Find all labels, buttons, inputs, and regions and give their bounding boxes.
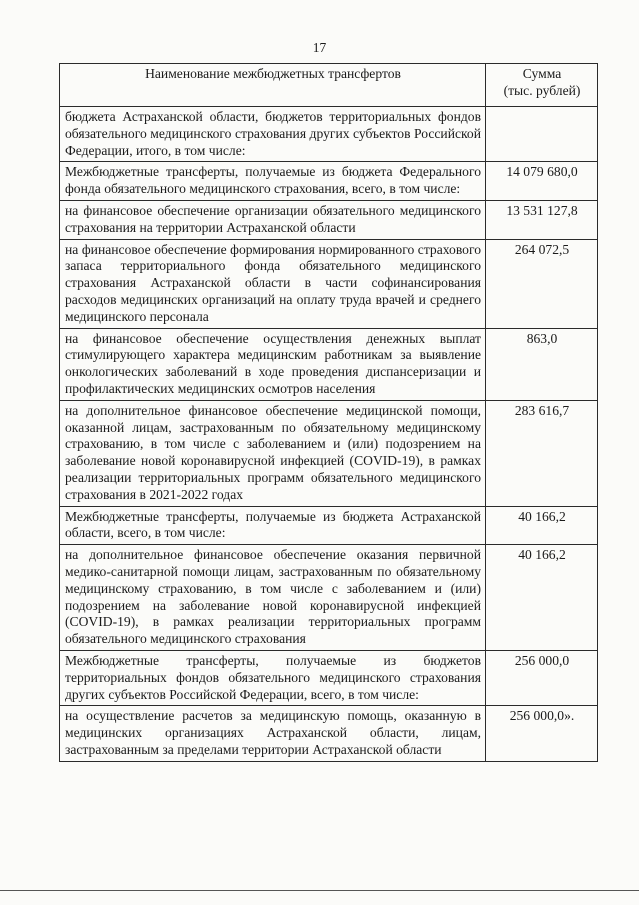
row-name: на дополнительное финансовое обеспечение оказания первичной медико-санитарной помощи лицам, застрахованным по обязательному медицинскому страхованию, в том числе с заболеванием и (или) подозрением на заболевание новой коронавирусной инфекцией (COVID-19), в рамках реализации территориальных программ обязательного медицинского страхования [60, 545, 486, 651]
row-amount: 256 000,0 [486, 650, 598, 705]
column-header-sum-unit: (тыс. рублей) [503, 82, 581, 98]
table-row [60, 400, 598, 506]
table-row [60, 545, 598, 651]
row-amount: 283 616,7 [486, 400, 598, 506]
row-name: на осуществление расчетов за медицинскую помощь, оказанную в медицинских организациях Астраханской области, лицам, застрахованным за пределами территории Астраханской области [60, 706, 486, 761]
row-name: Межбюджетные трансферты, получаемые из бюджета Астраханской области, всего, в том числе: [60, 506, 486, 545]
row-amount: 14 079 680,0 [486, 162, 598, 201]
row-name: на дополнительное финансовое обеспечение медицинской помощи, оказанной лицам, застрахованным по обязательному медицинскому страхованию, в том числе с заболеванием и (или) подозрением на заболевание новой коронавирусной инфекцией (COVID-19), в рамках реализации территориальных программ обязательного медицинского страхования в 2021-2022 годах [60, 400, 486, 506]
row-amount: 863,0 [486, 328, 598, 400]
table-row [60, 162, 598, 201]
row-amount: 40 166,2 [486, 506, 598, 545]
row-name: на финансовое обеспечение формирования нормированного страхового запаса территориального фонда обязательного медицинского страхования Астраханской области в части софинансирования расходов медицинских организаций на оплату труда врачей и среднего медицинского персонала [60, 239, 486, 328]
table-row [60, 200, 598, 239]
column-header-sum [486, 64, 598, 107]
table-row [60, 506, 598, 545]
table-row [60, 239, 598, 328]
column-header-sum-title: Сумма [522, 66, 562, 81]
page-number: 17 [312, 40, 327, 55]
row-amount [486, 107, 598, 162]
table-header-row [60, 64, 598, 107]
row-amount: 13 531 127,8 [486, 200, 598, 239]
table-row [60, 650, 598, 705]
row-name: бюджета Астраханской области, бюджетов территориальных фондов обязательного медицинского страхования других субъектов Российской Федерации, итого, в том числе: [60, 107, 486, 162]
transfers-table [59, 63, 598, 762]
table-row [60, 107, 598, 162]
table-row [60, 328, 598, 400]
column-header-name: Наименование межбюджетных трансфертов [60, 64, 486, 107]
row-amount: 264 072,5 [486, 239, 598, 328]
row-name: на финансовое обеспечение организации обязательного медицинского страхования на территории Астраханской области [60, 200, 486, 239]
row-name: на финансовое обеспечение осуществления денежных выплат стимулирующего характера медицинским работникам за выявление онкологических заболеваний в ходе проведения диспансеризации и профилактических медицинских осмотров населения [60, 328, 486, 400]
row-amount: 256 000,0». [486, 706, 598, 761]
table-row [60, 706, 598, 761]
row-name: Межбюджетные трансферты, получаемые из бюджета Федерального фонда обязательного медицинского страхования, всего, в том числе: [60, 162, 486, 201]
row-name: Межбюджетные трансферты, получаемые из бюджетов территориальных фондов обязательного медицинского страхования других субъектов Российской Федерации, всего, в том числе: [60, 650, 486, 705]
page-bottom-rule [0, 890, 639, 891]
row-amount: 40 166,2 [486, 545, 598, 651]
